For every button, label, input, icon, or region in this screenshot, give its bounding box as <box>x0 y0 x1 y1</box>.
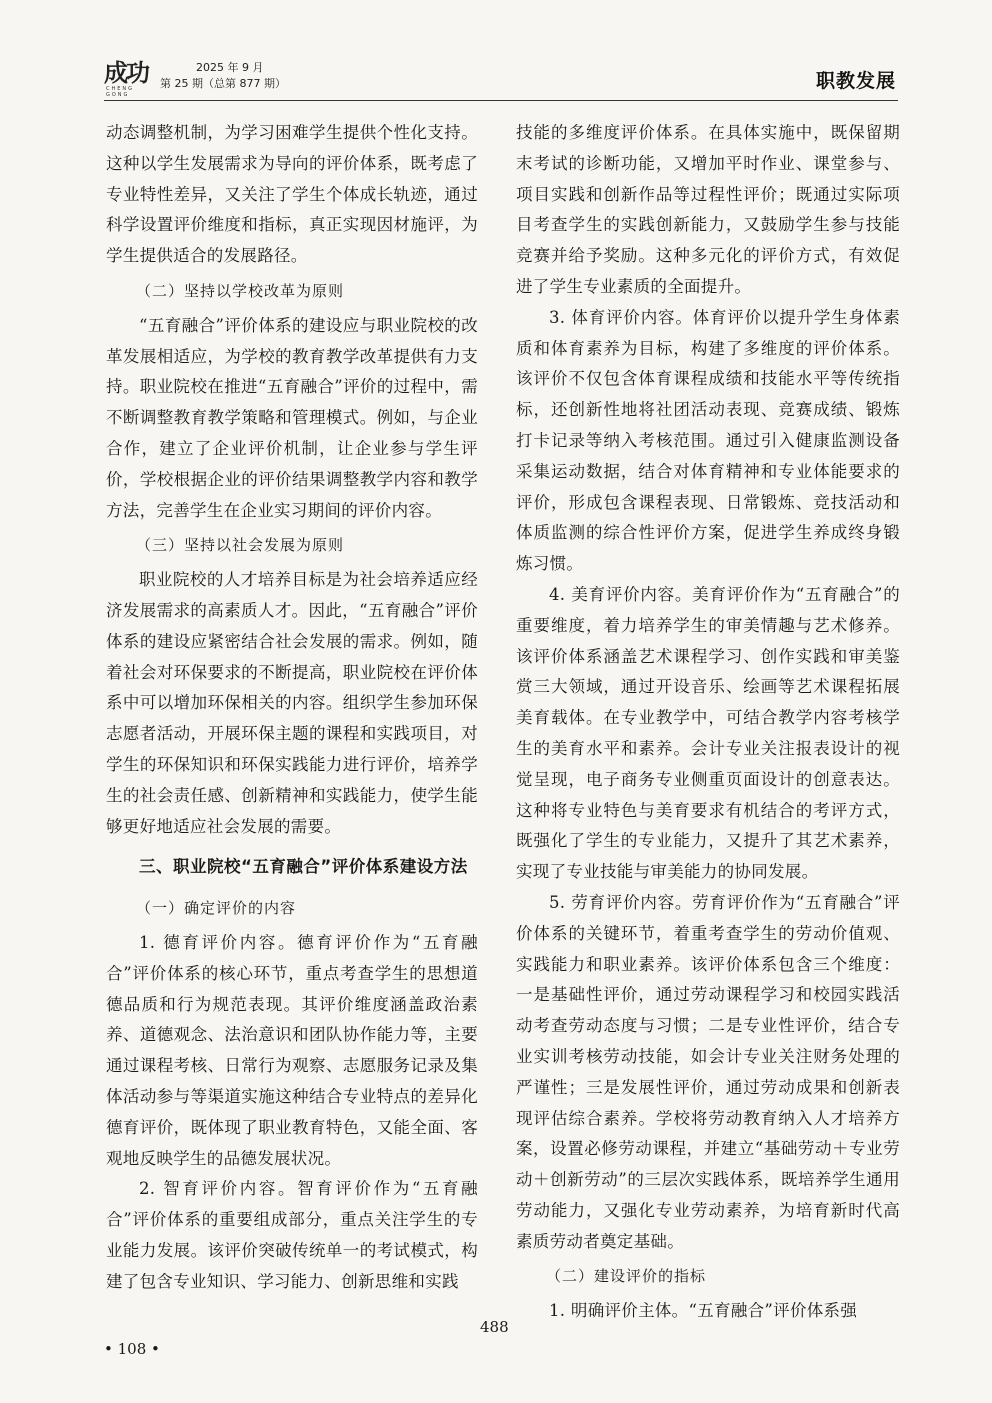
body-paragraph: 职业院校的人才培养目标是为社会培养适应经济发展需求的高素质人才。因此，“五育融合”评价体系的建设应紧密结合社会发展的需求。例如，随着社会对环保要求的不断提高，职业院校在评价体系中可以增加环保相关的内容。组织学生参加环保志愿者活动，开展环保主题的课程和实践项目，对学生的环保知识和环保实践能力进行评价，培养学生的社会责任感、创新精神和实践能力，使学生能够更好地适应社会发展的需要。 <box>106 570 478 836</box>
body-paragraph: 2. 智育评价内容。智育评价作为“五育融合”评价体系的重要组成部分，重点关注学生的专业能力发展。该评价突破传统单一的考试模式，构建了包含专业知识、学习能力、创新思维和实践 <box>106 1179 478 1291</box>
subsection-heading: （三）坚持以社会发展为原则 <box>136 536 345 555</box>
subsection-heading: （二）建设评价的指标 <box>546 1267 707 1286</box>
header-divider <box>104 100 898 101</box>
issue-date: 2025 年 9 月 <box>196 61 264 74</box>
body-paragraph: 1. 明确评价主体。“五育融合”评价体系强 <box>549 1301 858 1321</box>
body-paragraph: 动态调整机制，为学习困难学生提供个性化支持。这种以学生发展需求为导向的评价体系，既考虑了专业特性差异，又关注了学生个体成长轨迹，通过科学设置评价维度和指标，真正实现因材施评，为学生提供适合的发展路径。 <box>106 123 478 266</box>
left-column <box>106 118 478 1297</box>
subsection-heading: （一）确定评价的内容 <box>136 899 297 918</box>
body-paragraph: 1. 德育评价内容。德育评价作为“五育融合”评价体系的核心环节，重点考查学生的思想道德品质和行为规范表现。其评价维度涵盖政治素养、道德观念、法治意识和团队协作能力等，主要通过课程考核、日常行为观察、志愿服务记录及集体活动参与等渠道实施这种结合专业特点的差异化德育评价，既体现了职业教育特色，又能全面、客观地反映学生的品德发展状况。 <box>106 932 478 1168</box>
journal-logo <box>104 58 154 98</box>
logo-text: 成功 <box>104 58 148 87</box>
section-heading: 三、职业院校“五育融合”评价体系建设方法 <box>139 857 468 877</box>
logo-subtext: CHENG GONG <box>106 86 135 98</box>
body-paragraph: 技能的多维度评价体系。在具体实施中，既保留期末考试的诊断功能，又增加平时作业、课堂参与、项目实践和创新作品等过程性评价；既通过实际项目考查学生的实践创新能力，又鼓励学生参与技能竞赛并给予奖励。这种多元化的评价方式，有效促进了学生专业素质的全面提升。 <box>516 123 900 296</box>
subsection-heading: （二）坚持以学校改革为原则 <box>136 281 345 300</box>
folio: • 108 • <box>104 1340 160 1358</box>
page-header <box>104 58 896 100</box>
issue-number: 第 25 期（总第 877 期） <box>160 77 286 90</box>
body-paragraph: 5. 劳育评价内容。劳育评价作为“五育融合”评价体系的关键环节，着重考查学生的劳动价值观、实践能力和职业素养。该评价体系包含三个维度：一是基础性评价，通过劳动课程学习和校园实践活动考查劳动态度与习惯；二是专业性评价，结合专业实训考核劳动技能，如会计专业关注财务处理的严谨性；三是发展性评价，通过劳动成果和创新表现评估综合素养。学校将劳动教育纳入人才培养方案，设置必修劳动课程，并建立“基础劳动＋专业劳动＋创新劳动”的三层次实践体系，既培养学生通用劳动能力，又强化专业劳动素养，为培育新时代高素质劳动者奠定基础。 <box>516 892 900 1251</box>
page-number: 488 <box>480 1318 509 1336</box>
body-paragraph: 4. 美育评价内容。美育评价作为“五育融合”的重要维度，着力培养学生的审美情趣与艺术修养。该评价体系涵盖艺术课程学习、创作实践和审美鉴赏三大领域，通过开设音乐、绘画等艺术课程拓展美育载体。在专业教学中，可结合教学内容考核学生的美育水平和素养。会计专业关注报表设计的视觉呈现，电子商务专业侧重页面设计的创意表达。这种将专业特色与美育要求有机结合的考评方式，既强化了学生的专业能力，又提升了其艺术素养，实现了专业技能与审美能力的协同发展。 <box>516 584 900 882</box>
body-paragraph: 3. 体育评价内容。体育评价以提升学生身体素质和体育素养为目标，构建了多维度的评价体系。该评价不仅包含体育课程成绩和技能水平等传统指标，还创新性地将社团活动表现、竞赛成绩、锻炼打卡记录等纳入考核范围。通过引入健康监测设备采集运动数据，结合对体育精神和专业体能要求的评价，形成包含课程表现、日常锻炼、竞技活动和体质监测的综合性评价方案，促进学生养成终身锻炼习惯。 <box>516 307 900 574</box>
right-column <box>516 118 900 1327</box>
issue-info <box>160 60 286 92</box>
section-title: 职教发展 <box>815 70 896 92</box>
body-paragraph: “五育融合”评价体系的建设应与职业院校的改革发展相适应，为学校的教育教学改革提供有力支持。职业院校在推进“五育融合”评价的过程中，需不断调整教育教学策略和管理模式。例如，与企业合作，建立了企业评价机制，让企业参与学生评价，学校根据企业的评价结果调整教学内容和教学方法，完善学生在企业实习期间的评价内容。 <box>106 315 478 520</box>
